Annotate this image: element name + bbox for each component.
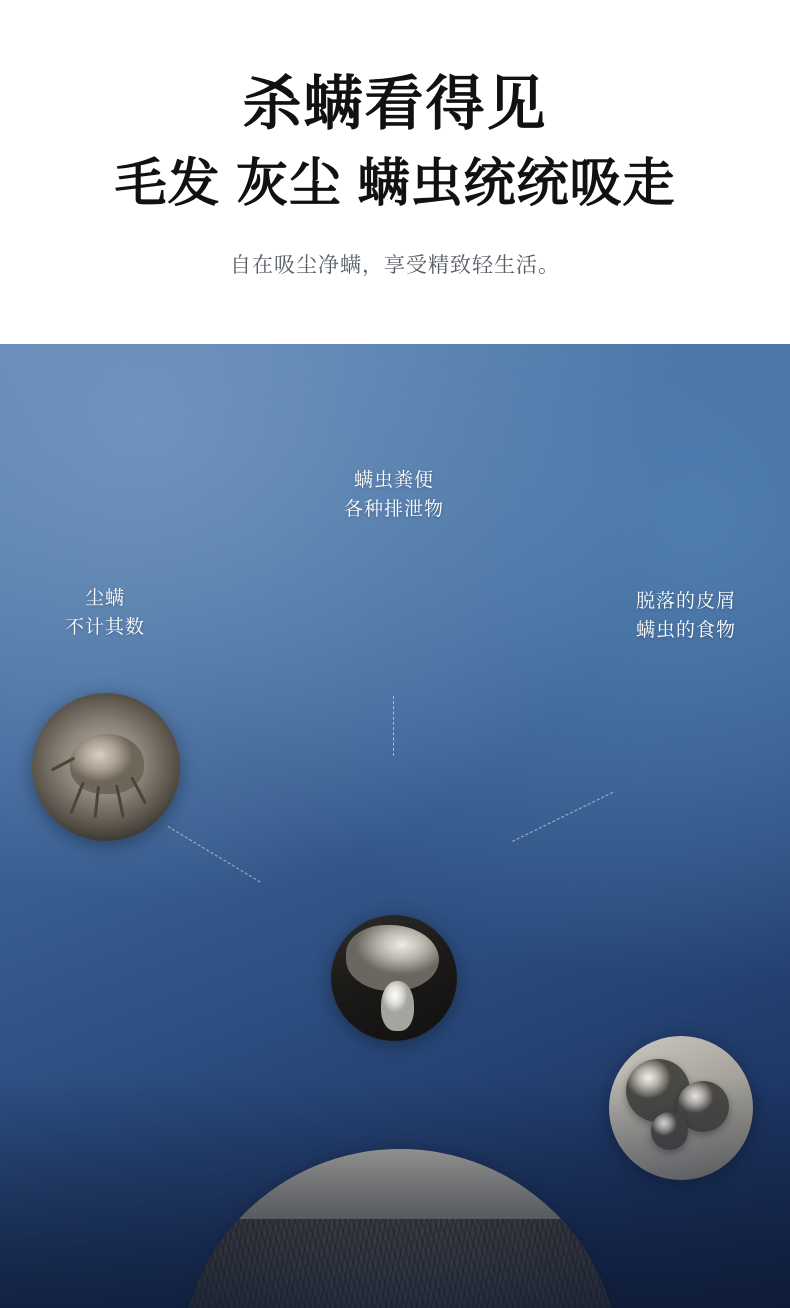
callout-label-mite-feces [299, 466, 489, 525]
callout-image-mite-feces [331, 915, 457, 1041]
callout-label-skin-flakes [586, 587, 786, 646]
connector-line-left [167, 826, 260, 882]
center-image-collected-dust [180, 1149, 620, 1308]
callout-mite-feces-line1: 螨虫粪便 [353, 470, 434, 491]
header-section [0, 0, 790, 344]
callout-image-skin-flakes [609, 1036, 753, 1180]
subheadline: 自在吸尘净螨，享受精致轻生活。 [230, 254, 560, 278]
connector-line-center [393, 696, 394, 756]
callout-mite-feces-line2: 各种排泄物 [343, 499, 444, 521]
headline-secondary: 毛发 灰尘 螨虫统统吸走 [114, 154, 676, 213]
dust-mass-shape [180, 1219, 620, 1308]
callout-dust-mites-line1: 尘螨 [84, 588, 125, 609]
callout-image-dust-mites [32, 693, 180, 841]
callout-dust-mites-line2: 不计其数 [64, 617, 145, 639]
mite-leg-icon [70, 781, 86, 814]
callout-skin-flakes-line1: 脱落的皮屑 [635, 591, 736, 612]
feces-pellet-shape [381, 981, 414, 1031]
headline-primary: 杀螨看得见 [242, 71, 548, 137]
hero-section [0, 344, 790, 1308]
connector-line-right [512, 792, 613, 842]
callout-label-dust-mites [10, 584, 200, 643]
callout-skin-flakes-line2: 螨虫的食物 [635, 620, 736, 642]
skin-flake-shape [651, 1112, 688, 1149]
